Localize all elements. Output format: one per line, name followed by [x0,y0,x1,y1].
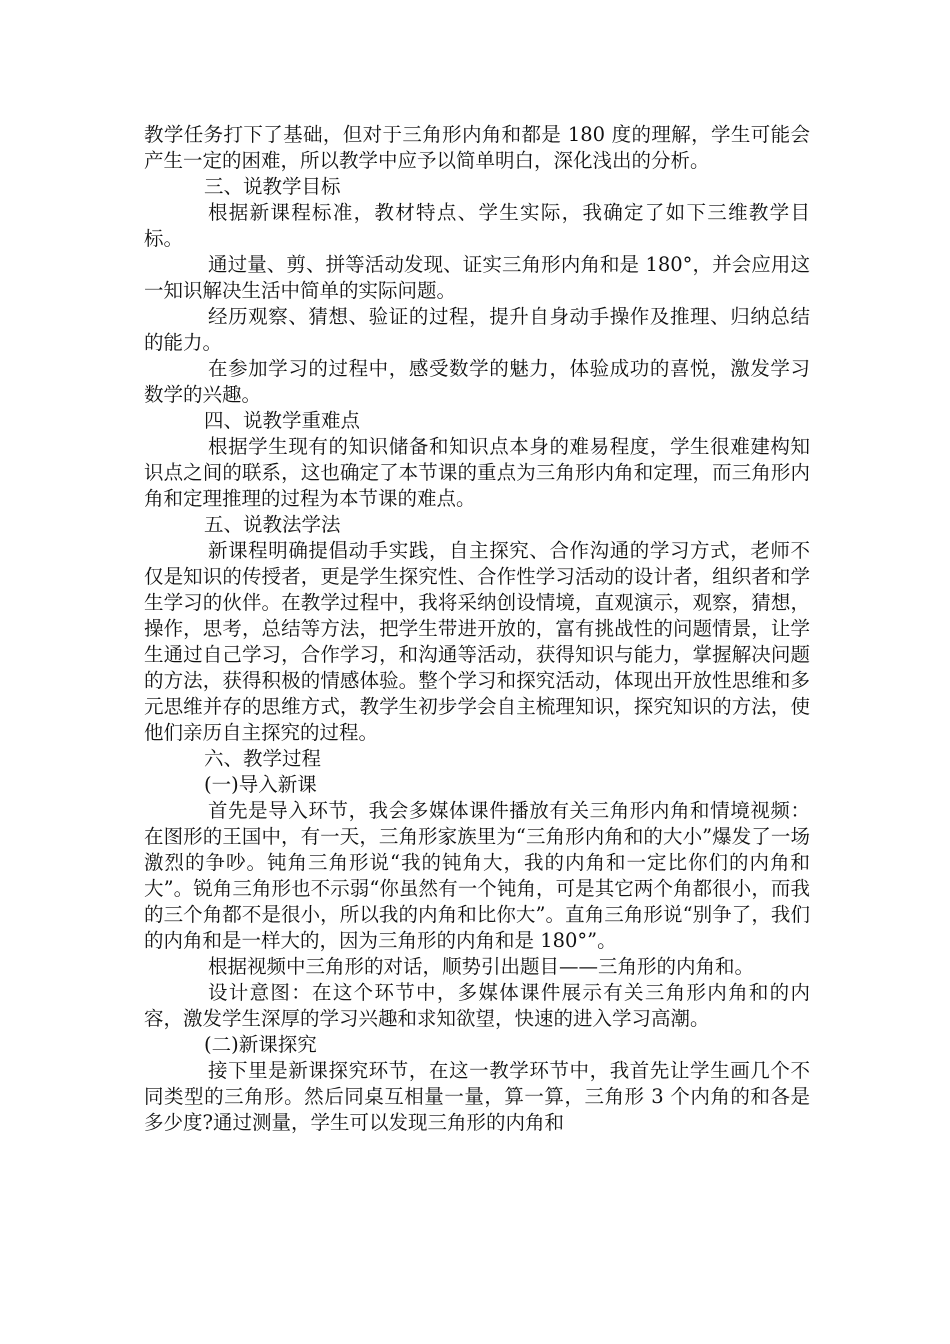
paragraph: 在参加学习的过程中，感受数学的魅力，体验成功的喜悦，激发学习数学的兴趣。 [144,357,810,406]
section-heading: 五、说教法学法 [204,513,341,536]
paragraph: 经历观察、猜想、验证的过程，提升自身动手操作及推理、归纳总结的能力。 [144,305,810,354]
paragraph: 教学任务打下了基础，但对于三角形内角和都是 180 度的理解，学生可能会产生一定的困难，所以教学中应予以简单明白，深化浅出的分析。 [144,123,810,172]
section-heading: 四、说教学重难点 [204,409,361,432]
subsection-heading: (二)新课探究 [204,1033,317,1056]
section-heading: 三、说教学目标 [204,175,341,198]
paragraph: 首先是导入环节，我会多媒体课件播放有关三角形内角和情境视频：在图形的王国中，有一天，三角形家族里为“三角形内角和的大小”爆发了一场激烈的争吵。钝角三角形说“我的钝角大，我的内角和一定比你们的内角和大”。锐角三角形也不示弱“你虽然有一个钝角，可是其它两个角都很小，而我的三个角都不是很小，所以我的内角和比你大”。直角三角形说“别争了，我们的内角和是一样大的，因为三角形的内角和是 180°”。 [144,799,810,952]
paragraph: 根据新课程标准，教材特点、学生实际，我确定了如下三维教学目标。 [144,201,810,250]
paragraph: 接下里是新课探究环节，在这一教学环节中，我首先让学生画几个不同类型的三角形。然后同桌互相量一量，算一算，三角形 3 个内角的和各是多少度?通过测量，学生可以发现三角形的内角和 [144,1059,810,1134]
section-heading: 六、教学过程 [204,747,322,770]
paragraph: 新课程明确提倡动手实践，自主探究、合作沟通的学习方式，老师不仅是知识的传授者，更是学生探究性、合作性学习活动的设计者，组织者和学生学习的伙伴。在教学过程中，我将采纳创设情境，直观演示，观察，猜想，操作，思考，总结等方法，把学生带进开放的，富有挑战性的问题情景，让学生通过自己学习，合作学习，和沟通等活动，获得知识与能力，掌握解决问题的方法，获得积极的情感体验。整个学习和探究活动，体现出开放性思维和多元思维并存的思维方式，教学生初步学会自主梳理知识，探究知识的方法，使他们亲历自主探究的过程。 [144,539,810,744]
paragraph: 根据视频中三角形的对话，顺势引出题目——三角形的内角和。 [208,955,755,978]
subsection-heading: (一)导入新课 [204,773,317,796]
paragraph: 设计意图：在这个环节中，多媒体课件展示有关三角形内角和的内容，激发学生深厚的学习兴趣和求知欲望，快速的进入学习高潮。 [144,981,810,1030]
paragraph: 通过量、剪、拼等活动发现、证实三角形内角和是 180°，并会应用这一知识解决生活中简单的实际问题。 [144,253,810,302]
document-page [144,122,810,1136]
paragraph: 根据学生现有的知识储备和知识点本身的难易程度，学生很难建构知识点之间的联系，这也确定了本节课的重点为三角形内角和定理，而三角形内角和定理推理的过程为本节课的难点。 [144,435,810,510]
